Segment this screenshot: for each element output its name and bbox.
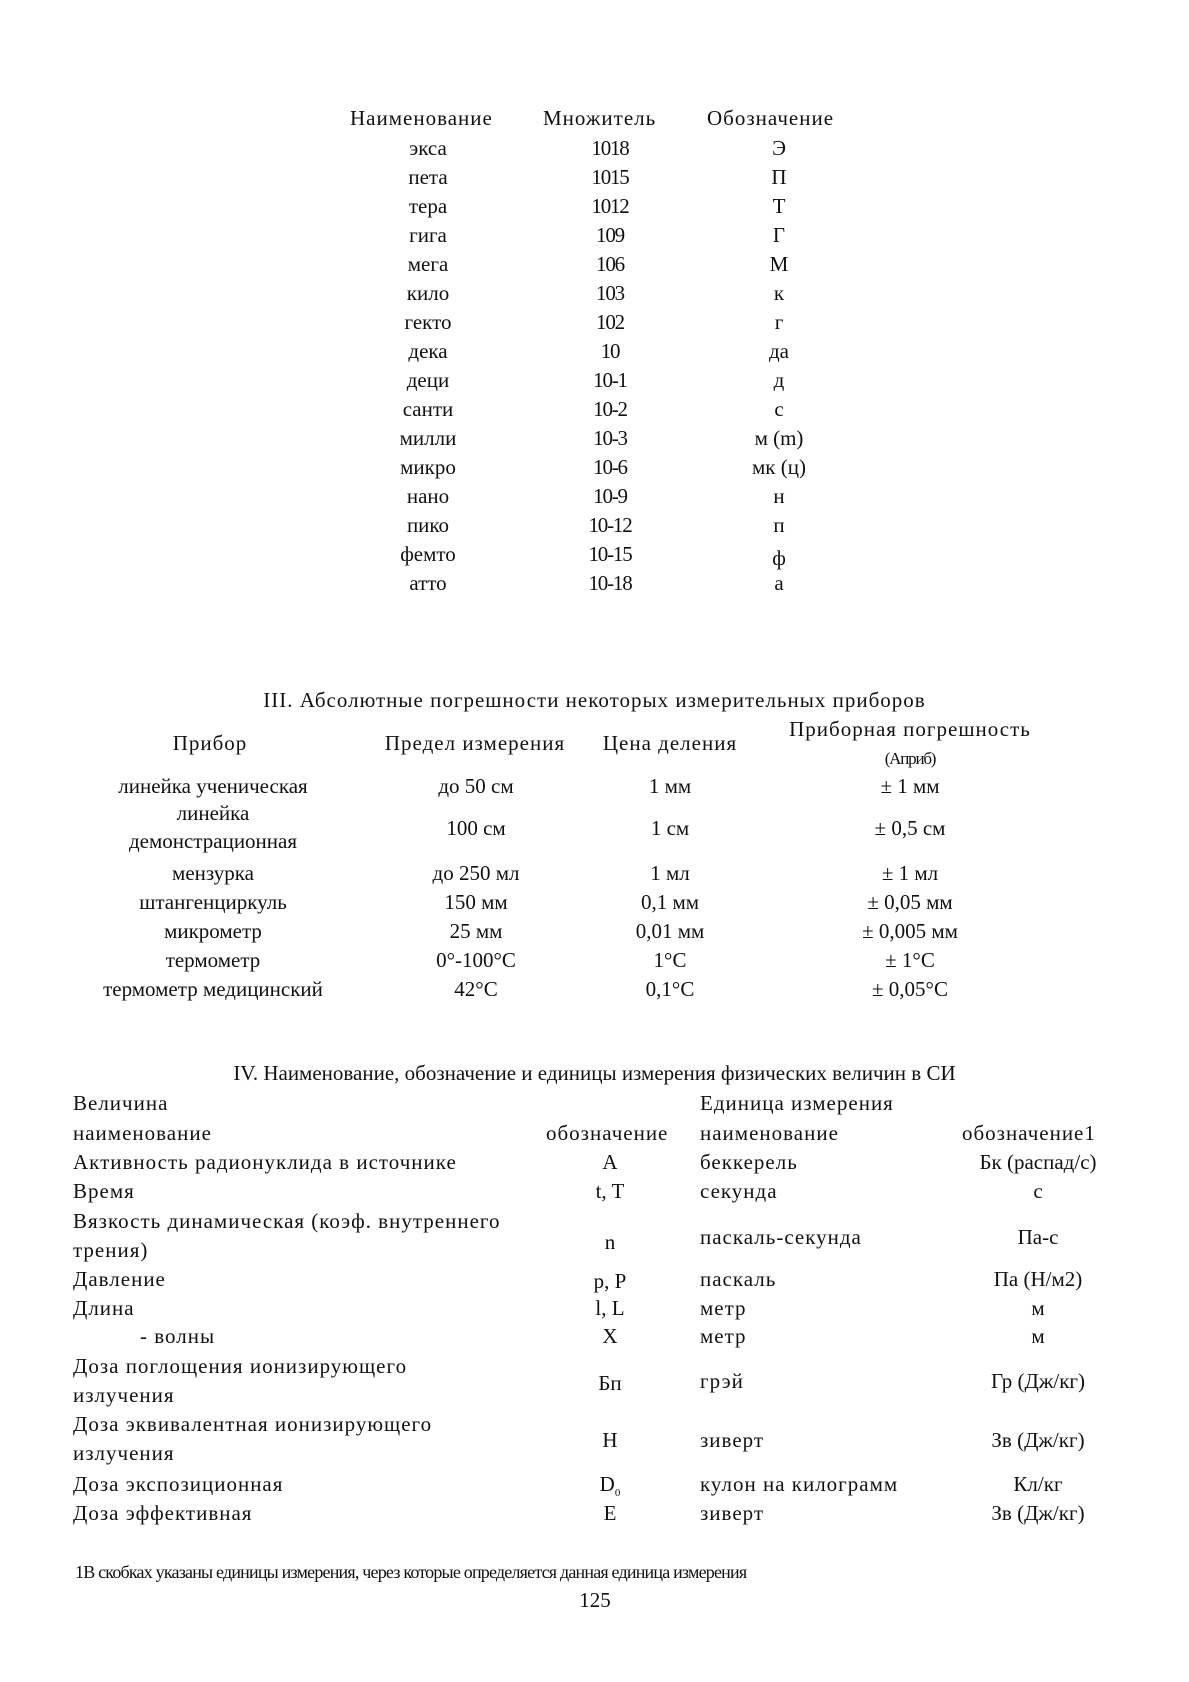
instrument-header-device: Прибор	[172, 731, 248, 755]
si-unit-symbol: Па-с	[1017, 1225, 1059, 1249]
prefix-multiplier: 109	[596, 223, 624, 247]
si-quantity-name: излучения	[73, 1383, 175, 1407]
instrument-division: 1 см	[650, 816, 690, 840]
prefix-symbol: п	[773, 513, 785, 537]
prefix-name: гига	[409, 223, 447, 247]
instrument-device: микрометр	[164, 919, 262, 943]
si-quantity-symbol: X	[602, 1324, 618, 1348]
prefix-symbol: к	[773, 281, 785, 305]
si-quantity-name: Вязкость динамическая (коэф. внутреннего	[73, 1209, 501, 1233]
instrument-header-division: Цена деления	[602, 731, 738, 755]
instrument-error: ± 1°C	[885, 948, 935, 972]
si-quantity-symbol: Бп	[598, 1371, 622, 1395]
prefix-symbol: мк (ц)	[752, 455, 806, 479]
prefix-symbol: м (m)	[754, 426, 804, 450]
prefix-symbol: М	[769, 252, 789, 276]
instrument-range: 0°-100°C	[436, 948, 516, 972]
instrument-device: мензурка	[172, 861, 254, 885]
prefix-multiplier: 10-2	[593, 397, 627, 421]
instrument-header-error: Приборная погрешность	[789, 717, 1031, 741]
si-unit-name: грэй	[700, 1369, 744, 1393]
si-quantity-symbol: t, T	[595, 1179, 625, 1203]
si-quantity-name: Доза экспозиционная	[73, 1472, 284, 1496]
si-quantity-symbol: n	[604, 1230, 616, 1254]
prefix-name: микро	[400, 455, 456, 479]
si-header-u-symbol: обозначение1	[962, 1121, 1096, 1145]
prefix-multiplier: 10-1	[593, 368, 627, 392]
instrument-range: 25 мм	[449, 919, 503, 943]
footnote: 1В скобках указаны единицы измерения, через которые определяется данная единица измерения	[75, 1562, 747, 1582]
si-unit-name: зиверт	[700, 1428, 765, 1452]
prefix-header-multiplier: Множитель	[543, 106, 657, 130]
prefix-multiplier: 10-9	[593, 484, 627, 508]
instrument-division: 1°C	[653, 948, 687, 972]
si-unit-name: беккерель	[700, 1150, 798, 1174]
si-quantity-name: Доза эффективная	[73, 1501, 253, 1525]
si-quantity-symbol: l, L	[595, 1296, 625, 1320]
si-quantity-name: Активность радионуклида в источнике	[73, 1150, 457, 1174]
prefix-name: экса	[409, 136, 447, 160]
prefix-header-name: Наименование	[350, 106, 493, 130]
instrument-error: ± 0,05 мм	[867, 890, 953, 914]
si-quantity-symbol: p, P	[593, 1269, 627, 1293]
prefix-name: нано	[406, 484, 450, 508]
si-unit-symbol: м	[1031, 1324, 1045, 1348]
si-unit-symbol: Кл/кг	[1013, 1472, 1063, 1496]
si-quantity-name: трения)	[73, 1238, 149, 1262]
si-quantity-name: Доза эквивалентная ионизирующего	[73, 1412, 433, 1436]
prefix-name: тера	[408, 194, 448, 218]
si-unit-name: метр	[700, 1296, 747, 1320]
prefix-name: фемто	[400, 542, 456, 566]
si-header-u-name: наименование	[700, 1121, 839, 1145]
si-quantity-symbol: A	[602, 1150, 618, 1174]
si-unit-symbol: м	[1031, 1296, 1045, 1320]
prefix-multiplier: 10-6	[593, 455, 627, 479]
si-unit-name: кулон на килограмм	[700, 1472, 899, 1496]
prefix-multiplier: 1018	[591, 136, 629, 160]
prefix-multiplier: 1015	[591, 165, 629, 189]
si-unit-symbol: Па (Н/м2)	[993, 1267, 1083, 1291]
prefix-name: деци	[406, 368, 450, 392]
prefix-symbol: н	[773, 484, 785, 508]
prefix-multiplier: 10-18	[588, 571, 632, 595]
prefix-symbol: Э	[772, 136, 786, 160]
instrument-division: 1 мл	[650, 861, 690, 885]
instrument-range: 100 см	[446, 816, 506, 840]
instrument-device: линейка ученическая	[118, 774, 308, 798]
instrument-division: 0,01 мм	[635, 919, 705, 943]
page-number: 125	[579, 1588, 611, 1612]
prefix-name: дека	[408, 339, 448, 363]
instrument-error: ± 0,05°C	[872, 977, 948, 1001]
prefix-multiplier: 102	[596, 310, 624, 334]
si-unit-name: метр	[700, 1324, 747, 1348]
si-header-q-symbol: обозначение	[546, 1121, 669, 1145]
instrument-error: ± 0,005 мм	[862, 919, 958, 943]
instrument-device: демонстрационная	[128, 829, 298, 853]
instrument-device: штангенциркуль	[139, 890, 287, 914]
si-unit-symbol: Зв (Дж/кг)	[991, 1428, 1085, 1452]
prefix-name: мега	[407, 252, 449, 276]
si-symbol-subscript: 0	[614, 1487, 621, 1500]
prefix-multiplier: 10	[600, 339, 620, 363]
si-unit-symbol: Зв (Дж/кг)	[991, 1501, 1085, 1525]
instrument-range: до 50 см	[438, 774, 514, 798]
si-quantity-name: - волны	[140, 1324, 216, 1348]
section-title: III. Абсолютные погрешности некоторых измерительных приборов	[263, 688, 926, 712]
prefix-name: кило	[406, 281, 450, 305]
prefix-multiplier: 10-15	[588, 542, 632, 566]
prefix-multiplier: 1012	[591, 194, 629, 218]
instrument-range: 150 мм	[444, 890, 508, 914]
si-unit-symbol: Бк (распад/с)	[979, 1150, 1097, 1174]
instrument-device: термометр медицинский	[103, 977, 323, 1001]
prefix-name: пета	[408, 165, 448, 189]
si-header-quantity: Величина	[73, 1091, 169, 1115]
prefix-name: пико	[406, 513, 450, 537]
instrument-header-error-sub: (Априб)	[884, 749, 936, 768]
prefix-symbol: ф	[772, 546, 786, 570]
si-unit-name: зиверт	[700, 1501, 765, 1525]
si-quantity-name: Время	[73, 1179, 135, 1203]
si-quantity-name: Длина	[73, 1296, 135, 1320]
instrument-device: термометр	[165, 948, 261, 972]
si-unit-name: паскаль-секунда	[700, 1225, 862, 1249]
prefix-symbol: П	[771, 165, 787, 189]
instrument-error: ± 1 мл	[881, 861, 939, 885]
si-quantity-symbol: H	[602, 1428, 618, 1452]
instrument-division: 0,1 мм	[640, 890, 700, 914]
instrument-division: 1 мм	[648, 774, 692, 798]
si-quantity-symbol: E	[603, 1501, 617, 1525]
prefix-symbol: г	[774, 310, 784, 334]
si-unit-symbol: с	[1033, 1179, 1043, 1203]
si-quantity-symbol	[550, 1474, 670, 1499]
prefix-header-symbol: Обозначение	[707, 106, 835, 130]
instrument-division: 0,1°C	[645, 977, 695, 1001]
si-unit-symbol: Гр (Дж/кг)	[990, 1369, 1086, 1393]
prefix-multiplier: 10-3	[593, 426, 627, 450]
si-quantity-name: Давление	[73, 1267, 166, 1291]
instrument-error: ± 0,5 см	[874, 816, 946, 840]
si-unit-name: паскаль	[700, 1267, 777, 1291]
prefix-name: санти	[402, 397, 454, 421]
si-quantity-name: излучения	[73, 1441, 175, 1465]
prefix-symbol: да	[768, 339, 789, 363]
prefix-symbol: Г	[772, 223, 786, 247]
prefix-multiplier: 106	[596, 252, 624, 276]
prefix-symbol: с	[774, 397, 784, 421]
prefix-multiplier: 103	[596, 281, 624, 305]
si-unit-name: секунда	[700, 1179, 778, 1203]
prefix-name: атто	[409, 571, 447, 595]
prefix-symbol: а	[774, 571, 784, 595]
prefix-multiplier: 10-12	[588, 513, 632, 537]
si-quantity-name: Доза поглощения ионизирующего	[73, 1354, 408, 1378]
instrument-range: 42°C	[454, 977, 498, 1001]
instrument-header-range: Предел измерения	[384, 731, 566, 755]
prefix-symbol: д	[773, 368, 785, 392]
instrument-device: линейка	[176, 801, 250, 825]
prefix-name: гекто	[404, 310, 452, 334]
si-header-unit: Единица измерения	[700, 1091, 894, 1115]
si-symbol-main: D	[599, 1472, 615, 1496]
section-title: IV. Наименование, обозначение и единицы измерения физических величин в СИ	[233, 1061, 956, 1085]
instrument-error: ± 1 мм	[880, 774, 940, 798]
prefix-symbol: Т	[772, 194, 786, 218]
prefix-name: милли	[399, 426, 457, 450]
si-header-q-name: наименование	[73, 1121, 212, 1145]
instrument-range: до 250 мл	[432, 861, 520, 885]
